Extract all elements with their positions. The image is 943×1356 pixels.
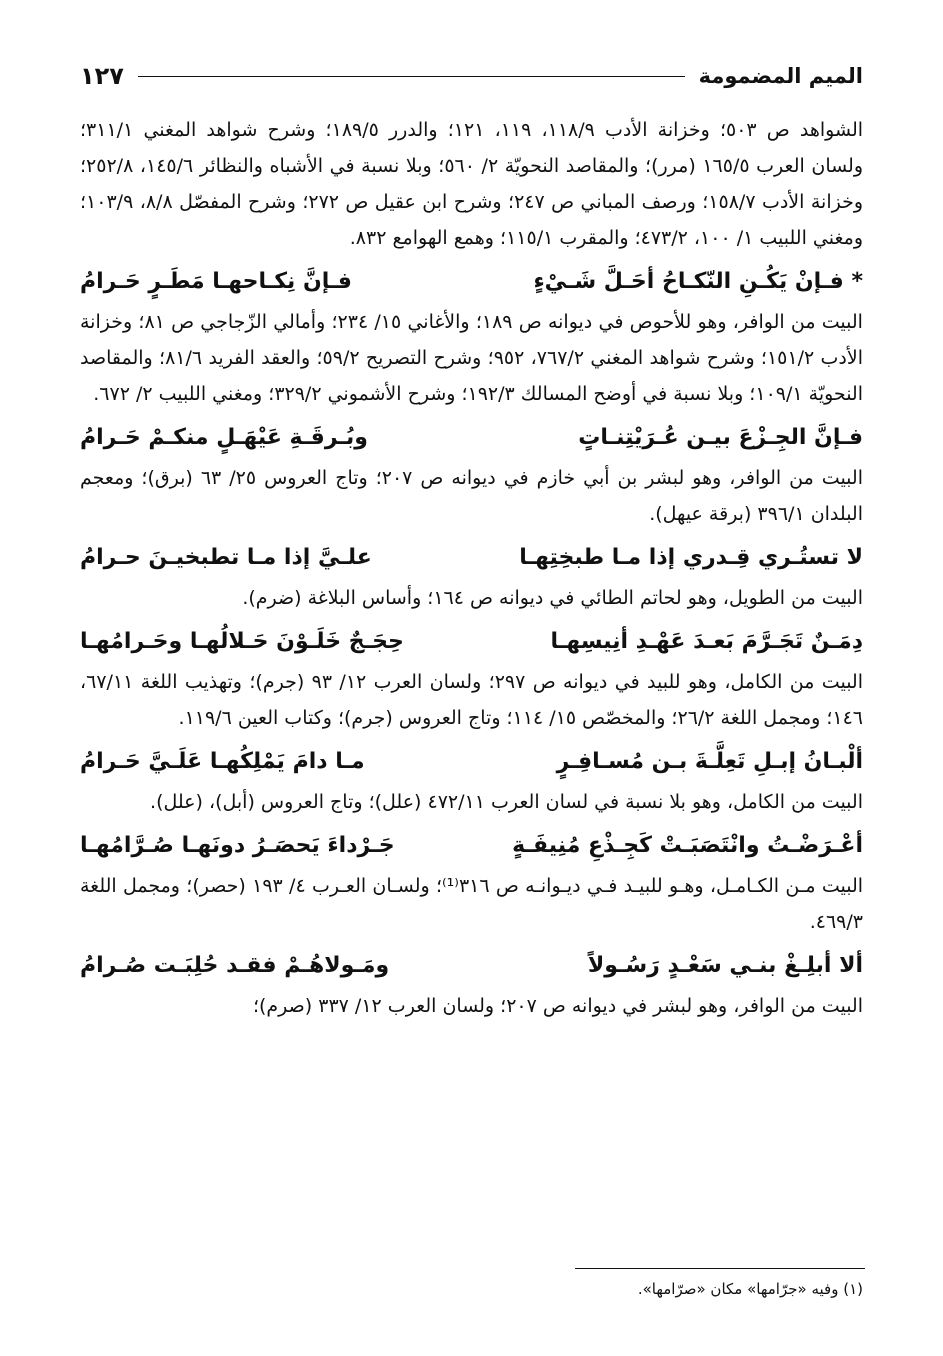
verse-4 bbox=[80, 620, 863, 664]
verse-7 bbox=[80, 944, 863, 988]
verse-3-hemistich-2: علـيَّ إذا مـا تطبخيـنَ حـرامُ bbox=[80, 545, 372, 570]
page-number: ١٢٧ bbox=[80, 62, 124, 90]
running-header bbox=[80, 58, 863, 94]
verse-6-hemistich-1: أعْـرَضْـتُ وانْتَصَبَـتْ كَجِـذْعِ مُنِيفَـةٍ bbox=[512, 833, 863, 858]
verse-5-commentary: البيت من الكامل، وهو بلا نسبة في لسان العرب ٤٧٢/١١ (علل)؛ وتاج العروس (أبل)، (علل). bbox=[150, 791, 863, 813]
header-rule bbox=[138, 76, 685, 77]
verse-6 bbox=[80, 824, 863, 868]
verse-2 bbox=[80, 416, 863, 460]
verse-5-hemistich-2: مـا دامَ يَمْلِكُهـا عَلَـيَّ حَـرامُ bbox=[80, 749, 365, 774]
verse-1-commentary: البيت من الوافر، وهو للأحوص في ديوانه ص ١٨٩؛ والأغاني ١٥/ ٢٣٤؛ وأمالي الزّجاجي ص ٨١؛ وخزانة الأدب ١٥١/٢؛ وشرح شواهد المغني ٧٦٧/٢، ٩٥٢؛ وشرح التصريح ٥٩/٢؛ والعقد الفريد ٨١/٦؛ والمقاصد النحويّة ١٠٩/١؛ وبلا نسبة في أوضح المسالك ١٩٢/٣؛ وشرح الأشموني ٣٢٩/٢؛ ومغني اللبيب ٢/ ٦٧٢. bbox=[80, 311, 863, 405]
verse-2-hemistich-2: وبُـرقَـةِ عَيْهَـلٍ منكـمْ حَـرامُ bbox=[80, 425, 368, 450]
verse-2-hemistich-1: فـإنَّ الجِـزْعَ بيـن عُـرَيْتِنـاتٍ bbox=[578, 425, 863, 450]
verse-4-commentary: البيت من الكامل، وهو للبيد في ديوانه ص ٢٩٧؛ ولسان العرب ١٢/ ٩٣ (جرم)؛ وتهذيب اللغة ٦٧/١١، ١٤٦؛ ومجمل اللغة ٢٦/٢؛ والمخصّص ١٥/ ١١٤؛ وتاج العروس (جرم)؛ وكتاب العين ١١٩/٦. bbox=[80, 671, 863, 729]
verse-4-hemistich-1: دِمَـنٌ تَجَـرَّمَ بَعـدَ عَهْـدِ أنِيسِهـا bbox=[550, 629, 863, 654]
verse-7-hemistich-1: ألا أبلِـغْ بنـي سَعْـدٍ رَسُـولاً bbox=[587, 953, 863, 978]
verse-7-hemistich-2: ومَـولاهُـمْ فقـد حُلِبَـت صُـرامُ bbox=[80, 953, 390, 978]
verse-6-commentary: البيت مـن الكـامـل، وهـو للبيـد فـي ديـوانـه ص ٣١٦⁽¹⁾؛ ولسـان العـرب ٤/ ١٩٣ (حصر)؛ ومجمل اللغة ٤٦٩/٣. bbox=[80, 875, 863, 933]
verse-1 bbox=[80, 260, 863, 304]
verse-2-commentary: البيت من الوافر، وهو لبشر بن أبي خازم في ديوانه ص ٢٠٧؛ وتاج العروس ٢٥/ ٦٣ (برق)؛ ومعجم البلدان ٣٩٦/١ (برقة عيهل). bbox=[80, 467, 863, 525]
verse-1-hemistich-1: * فـإنْ يَكُـنِ النّكـاحُ أحَـلَّ شَـيْءٍ bbox=[533, 269, 863, 294]
main-content bbox=[80, 112, 863, 1262]
verse-3 bbox=[80, 536, 863, 580]
verse-5 bbox=[80, 740, 863, 784]
verse-4-hemistich-2: حِجَـجٌ خَلَـوْنَ حَـلالُهـا وحَـرامُهـا bbox=[80, 629, 404, 654]
verse-1-hemistich-2: فـإنَّ نِكـاحهـا مَطَـرٍ حَـرامُ bbox=[80, 269, 352, 294]
chapter-title: الميم المضمومة bbox=[698, 64, 863, 88]
verse-3-hemistich-1: لا تستُـري قِـدري إذا مـا طبخِتِهـا bbox=[519, 545, 863, 570]
verse-7-commentary: البيت من الوافر، وهو لبشر في ديوانه ص ٢٠٧؛ ولسان العرب ١٢/ ٣٣٧ (صرم)؛ bbox=[252, 995, 863, 1017]
verse-6-hemistich-2: جَـرْداءَ يَحصَـرُ دونَهـا صُـرَّامُهـا bbox=[80, 833, 395, 858]
footnote-separator bbox=[575, 1268, 865, 1269]
footnote: (١) وفيه «جرّامها» مكان «صرّامها». bbox=[637, 1280, 863, 1298]
verse-3-commentary: البيت من الطويل، وهو لحاتم الطائي في ديوانه ص ١٦٤؛ وأساس البلاغة (ضرم). bbox=[242, 587, 863, 609]
verse-5-hemistich-1: ألْبـانُ إبـلِ تَعِلَّـةَ بـن مُسـافِـرٍ bbox=[556, 749, 863, 774]
intro-paragraph: الشواهد ص ٥٠٣؛ وخزانة الأدب ١١٨/٩، ١١٩، ١٢١؛ والدرر ١٨٩/٥؛ وشرح شواهد المغني ٣١١/١؛ ولسان العرب ١٦٥/٥ (مرر)؛ والمقاصد النحويّة ٢/ ٥٦٠؛ وبلا نسبة في الأشباه والنظائر ١٤٥/٦، ٢٥٢/٨؛ وخزانة الأدب ١٥٨/٧؛ ورصف المباني ص ٢٤٧؛ وشرح ابن عقيل ص ٢٧٢؛ وشرح المفصّل ٨/٨، ١٠٣/٩؛ ومغني اللبيب ١/ ١٠٠، ٤٧٣/٢؛ والمقرب ١١٥/١؛ وهمع الهوامع ٨٣٢. bbox=[80, 119, 863, 249]
